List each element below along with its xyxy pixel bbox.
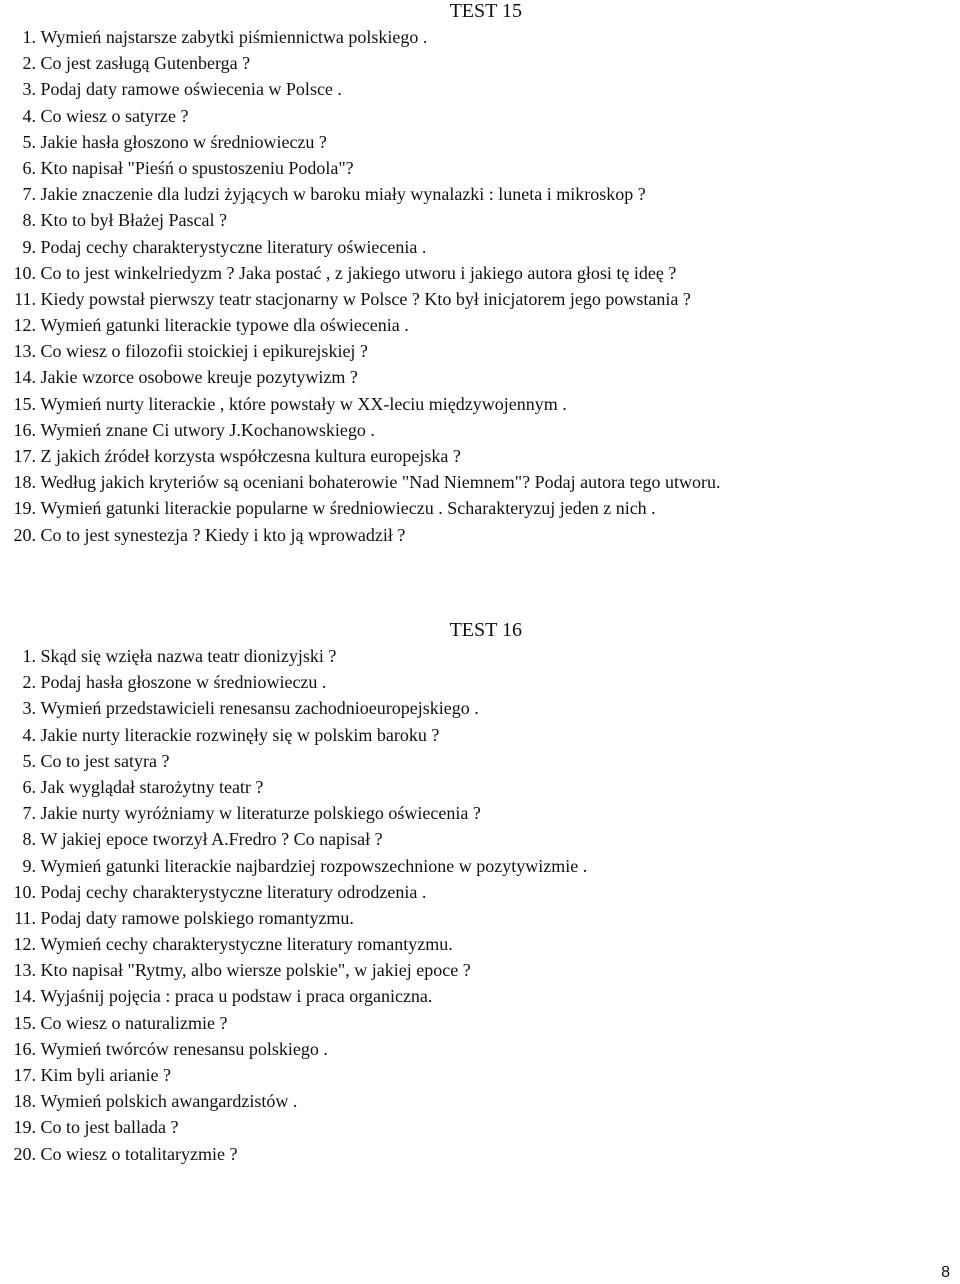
question-text: Jakie hasła głoszono w średniowieczu ?	[40, 131, 327, 152]
question-number: 1.	[22, 646, 36, 666]
question-text: Co to jest winkelriedyzm ? Jaka postać , z jakiego utworu i jakiego autora głosi tę ideę ?	[40, 262, 677, 283]
question-item	[8, 338, 721, 364]
question-text: Co wiesz o naturalizmie ?	[40, 1012, 228, 1033]
question-item	[8, 1036, 587, 1062]
question-number: 10.	[13, 262, 36, 283]
question-item	[8, 50, 721, 76]
question-text: Kiedy powstał pierwszy teatr stacjonarny w Polsce ? Kto był inicjatorem jego powstania ?	[40, 288, 691, 309]
question-item	[8, 983, 587, 1009]
question-text: Jak wyglądał starożytny teatr ?	[40, 776, 264, 797]
question-item	[8, 207, 721, 233]
question-text: Co to jest ballada ?	[40, 1117, 179, 1138]
question-text: Wymień polskich awangardzistów .	[40, 1091, 298, 1112]
question-item	[8, 260, 721, 286]
question-item	[8, 129, 721, 155]
question-text: Wymień przedstawicieli renesansu zachodnioeuropejskiego .	[40, 698, 479, 719]
question-number: 3.	[22, 698, 36, 719]
question-number: 10.	[13, 881, 36, 902]
question-number: 6.	[22, 776, 36, 797]
question-number: 19.	[13, 1117, 36, 1138]
question-item	[8, 24, 721, 50]
question-text: Wymień cechy charakterystyczne literatury romantyzmu.	[40, 934, 453, 955]
question-item	[8, 443, 721, 469]
question-item	[8, 391, 721, 417]
question-number: 11.	[14, 907, 36, 928]
question-text: Wymień twórców renesansu polskiego .	[40, 1038, 328, 1059]
question-text: Co wiesz o filozofii stoickiej i epikurejskiej ?	[40, 341, 368, 362]
question-item	[8, 826, 587, 852]
question-item	[8, 1114, 587, 1140]
page-number: 8	[941, 1264, 950, 1281]
question-item	[8, 695, 587, 721]
question-item	[8, 286, 721, 312]
question-text: Co jest zasługą Gutenberga ?	[40, 53, 251, 74]
question-item	[8, 155, 721, 181]
question-text: Wymień nurty literackie , które powstały w XX-leciu międzywojennym .	[40, 393, 567, 414]
question-item	[8, 1088, 587, 1114]
question-item	[8, 522, 721, 548]
question-number: 18.	[13, 472, 36, 493]
question-number: 2.	[22, 53, 36, 74]
question-number: 8.	[22, 829, 36, 850]
question-number: 17.	[13, 446, 36, 466]
test-15-title: TEST 15	[449, 0, 522, 22]
question-number: 5.	[22, 131, 36, 152]
question-text: Kto napisał "Rytmy, albo wiersze polskie", w jakiej epoce ?	[40, 960, 471, 981]
test-16-question-list	[8, 643, 587, 1167]
question-text: Co wiesz o totalitaryzmie ?	[40, 1143, 238, 1164]
question-item	[8, 1062, 587, 1088]
question-text: Podaj cechy charakterystyczne literatury oświecenia .	[40, 236, 427, 257]
question-text: Podaj cechy charakterystyczne literatury odrodzenia .	[40, 881, 427, 902]
question-number: 7.	[22, 803, 36, 824]
question-item	[8, 417, 721, 443]
question-text: Wymień najstarsze zabytki piśmiennictwa polskiego .	[40, 27, 428, 47]
question-text: Co wiesz o satyrze ?	[40, 105, 189, 126]
question-number: 3.	[22, 79, 36, 100]
question-item	[8, 364, 721, 390]
question-item	[8, 748, 587, 774]
question-item	[8, 643, 587, 669]
question-text: Wymień gatunki literackie najbardziej rozpowszechnione w pozytywizmie .	[40, 855, 588, 876]
question-text: Podaj daty ramowe oświecenia w Polsce .	[40, 79, 342, 100]
question-number: 17.	[13, 1065, 36, 1085]
question-text: Jakie znaczenie dla ludzi żyjących w baroku miały wynalazki : luneta i mikroskop ?	[40, 184, 646, 205]
question-number: 13.	[13, 341, 36, 362]
question-text: Skąd się wzięła nazwa teatr dionizyjski ?	[40, 646, 337, 666]
question-text: Jakie nurty literackie rozwinęły się w polskim baroku ?	[40, 724, 440, 745]
question-text: Wymień gatunki literackie typowe dla oświecenia .	[40, 315, 409, 336]
question-text: Według jakich kryteriów są oceniani bohaterowie "Nad Niemnem"? Podaj autora tego utworu.	[40, 472, 721, 493]
question-item	[8, 234, 721, 260]
question-number: 6.	[22, 157, 36, 178]
question-number: 9.	[22, 855, 36, 876]
question-item	[8, 774, 587, 800]
question-text: Co to jest satyra ?	[40, 750, 170, 771]
question-item	[8, 905, 587, 931]
question-item	[8, 1010, 587, 1036]
question-number: 15.	[13, 1012, 36, 1033]
question-number: 2.	[22, 672, 36, 693]
question-number: 14.	[13, 367, 36, 388]
question-number: 16.	[13, 1038, 36, 1059]
question-text: Co to jest synestezja ? Kiedy i kto ją wprowadził ?	[40, 524, 406, 545]
question-number: 11.	[14, 288, 36, 309]
question-item	[8, 1141, 587, 1167]
question-text: W jakiej epoce tworzył A.Fredro ? Co napisał ?	[40, 829, 383, 850]
question-number: 1.	[22, 27, 36, 47]
question-number: 8.	[22, 210, 36, 231]
question-text: Kim byli arianie ?	[40, 1065, 171, 1085]
question-item	[8, 181, 721, 207]
question-item	[8, 103, 721, 129]
question-text: Wyjaśnij pojęcia : praca u podstaw i praca organiczna.	[40, 986, 433, 1007]
question-text: Wymień gatunki literackie popularne w średniowieczu . Scharakteryzuj jeden z nich .	[40, 498, 656, 519]
question-item	[8, 931, 587, 957]
question-item	[8, 312, 721, 338]
question-number: 12.	[13, 934, 36, 955]
question-number: 18.	[13, 1091, 36, 1112]
question-number: 16.	[13, 419, 36, 440]
question-item	[8, 76, 721, 102]
question-text: Jakie nurty wyróżniamy w literaturze polskiego oświecenia ?	[40, 803, 481, 824]
question-item	[8, 722, 587, 748]
question-text: Podaj daty ramowe polskiego romantyzmu.	[40, 907, 354, 928]
question-text: Z jakich źródeł korzysta współczesna kultura europejska ?	[40, 446, 461, 466]
test-16-title: TEST 16	[449, 619, 522, 641]
question-number: 7.	[22, 184, 36, 205]
question-number: 4.	[22, 724, 36, 745]
question-text: Kto to był Błażej Pascal ?	[40, 210, 227, 231]
question-number: 13.	[13, 960, 36, 981]
question-number: 14.	[13, 986, 36, 1007]
question-item	[8, 495, 721, 521]
question-item	[8, 879, 587, 905]
question-item	[8, 853, 587, 879]
question-text: Wymień znane Ci utwory J.Kochanowskiego .	[40, 419, 375, 440]
question-number: 20.	[13, 1143, 36, 1164]
question-item	[8, 469, 721, 495]
question-item	[8, 957, 587, 983]
question-number: 12.	[13, 315, 36, 336]
question-number: 5.	[22, 750, 36, 771]
question-number: 20.	[13, 524, 36, 545]
question-number: 9.	[22, 236, 36, 257]
test-15-question-list	[8, 24, 721, 548]
question-text: Podaj hasła głoszone w średniowieczu .	[40, 672, 327, 693]
question-text: Jakie wzorce osobowe kreuje pozytywizm ?	[40, 367, 358, 388]
question-number: 19.	[13, 498, 36, 519]
question-item	[8, 800, 587, 826]
question-item	[8, 669, 587, 695]
question-number: 4.	[22, 105, 36, 126]
question-text: Kto napisał "Pieśń o spustoszeniu Podola"?	[40, 157, 354, 178]
question-number: 15.	[13, 393, 36, 414]
